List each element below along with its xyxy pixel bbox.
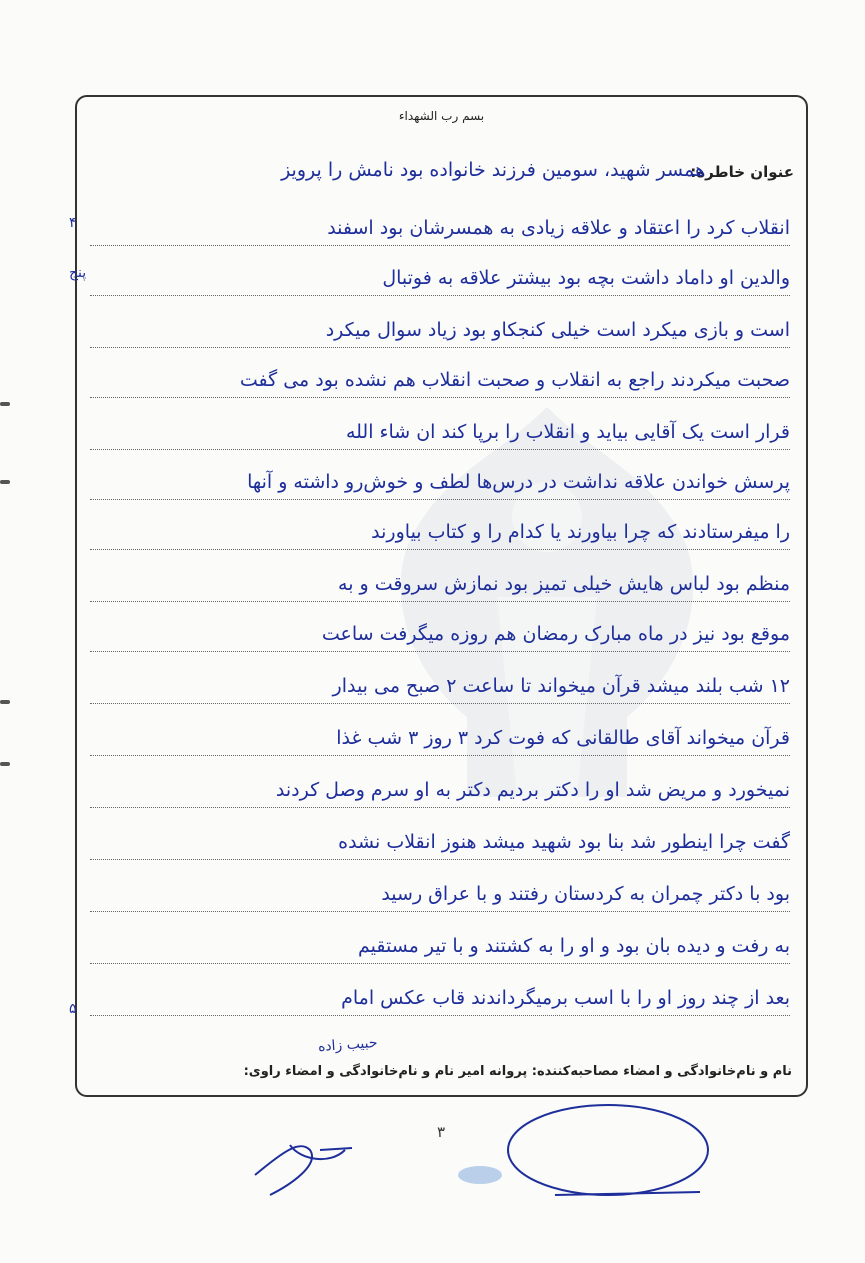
handwritten-line: پرسش خواندن علاقه نداشت در درس‌ها لطف و خوش‌رو داشته و آنها bbox=[90, 459, 790, 500]
handwritten-line: نمیخورد و مریض شد او را دکتر بردیم دکتر به او سرم وصل کردند bbox=[90, 767, 790, 808]
margin-note: پنج bbox=[69, 265, 87, 281]
margin-note: ۴ bbox=[69, 215, 77, 231]
handwritten-line: را میفرستادند که چرا بیاورند یا کدام را و کتاب بیاورند bbox=[90, 509, 790, 550]
handwritten-line: انقلاب کرد را اعتقاد و علاقه زیادی به همسرشان بود اسفند bbox=[90, 205, 790, 246]
handwritten-line: صحبت میکردند راجع به انقلاب و صحبت انقلاب هم نشده بود می گفت bbox=[90, 357, 790, 398]
page-number: ۳ bbox=[437, 1123, 446, 1141]
signatures-label: نام و نام‌خانوادگی و امضاء مصاحبه‌کننده: پروانه امیر نام و نام‌خانوادگی و امضاء راوی: bbox=[243, 1064, 792, 1079]
handwritten-line: است و بازی میکرد است خیلی کنجکاو بود زیاد سوال میکرد bbox=[90, 307, 790, 348]
handwritten-line: بود با دکتر چمران به کردستان رفتند و با عراق رسید bbox=[90, 871, 790, 912]
memoir-title-label: عنوان خاطره: bbox=[690, 163, 794, 181]
interviewer-handwritten-name: حبیب زاده bbox=[317, 1034, 379, 1056]
handwritten-line: قرار است یک آقایی بیاید و انقلاب را برپا کند ان شاء الله bbox=[90, 409, 790, 450]
handwritten-line: منظم بود لباس هایش خیلی تمیز بود نمازش سروقت و به bbox=[90, 561, 790, 602]
handwritten-line: قرآن میخواند آقای طالقانی که فوت کرد ۳ روز ۳ شب غذا bbox=[90, 715, 790, 756]
handwritten-line: به رفت و دیده بان بود و او را به کشتند و با تیر مستقیم bbox=[90, 923, 790, 964]
margin-note: ۵ bbox=[69, 1001, 77, 1017]
ink-smudge bbox=[458, 1166, 502, 1184]
narrator-signature-loop bbox=[508, 1105, 708, 1195]
handwritten-line: گفت چرا اینطور شد بنا بود شهید میشد هنوز انقلاب نشده bbox=[90, 819, 790, 860]
bismillah-header: بسم رب الشهداء bbox=[398, 109, 485, 123]
handwritten-line: همسر شهید، سومین فرزند خانواده بود نامش را پرویز bbox=[281, 159, 705, 181]
handwritten-line: والدین او داماد داشت بچه بود بیشتر علاقه به فوتبال bbox=[90, 255, 790, 296]
interviewer-signature-scribble bbox=[255, 1145, 352, 1195]
handwritten-line: ۱۲ شب بلند میشد قرآن میخواند تا ساعت ۲ صبح می بیدار bbox=[90, 663, 790, 704]
handwritten-line: بعد از چند روز او را با اسب برمیگرداندند قاب عکس امام bbox=[90, 975, 790, 1016]
handwritten-line: موقع بود نیز در ماه مبارک رمضان هم روزه میگرفت ساعت bbox=[90, 611, 790, 652]
